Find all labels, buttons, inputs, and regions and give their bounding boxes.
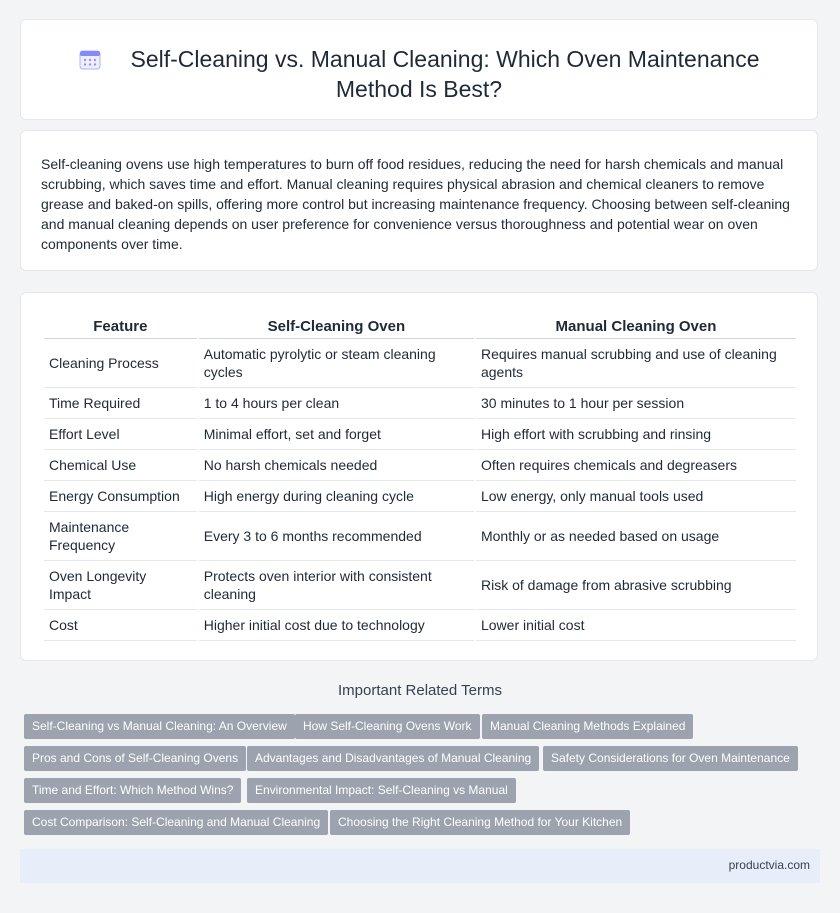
table-row xyxy=(44,512,796,561)
table-row xyxy=(44,561,796,610)
table-cell: Maintenance Frequency xyxy=(44,512,197,561)
related-tag-cost-comparison[interactable]: Cost Comparison: Self-Cleaning and Manual Cleaning xyxy=(24,810,328,835)
related-tag-environmental-impact[interactable]: Environmental Impact: Self-Cleaning vs Manual xyxy=(247,778,516,803)
related-tag-choosing-method[interactable]: Choosing the Right Cleaning Method for Your Kitchen xyxy=(330,810,630,835)
table-cell: Every 3 to 6 months recommended xyxy=(199,512,474,561)
comparison-table xyxy=(42,314,798,641)
related-tag-time-effort[interactable]: Time and Effort: Which Method Wins? xyxy=(24,778,241,803)
comparison-card xyxy=(20,292,818,661)
table-row xyxy=(44,339,796,388)
related-tag-manual-methods[interactable]: Manual Cleaning Methods Explained xyxy=(482,714,693,739)
table-cell: 1 to 4 hours per clean xyxy=(199,388,474,419)
related-tag-safety[interactable]: Safety Considerations for Oven Maintenance xyxy=(543,746,798,771)
title-card xyxy=(20,19,818,120)
table-header-row xyxy=(44,314,796,339)
table-cell: High effort with scrubbing and rinsing xyxy=(476,419,796,450)
table-row xyxy=(44,419,796,450)
related-tag-pros-cons-self-cleaning[interactable]: Pros and Cons of Self-Cleaning Ovens xyxy=(24,746,246,771)
page-title-line-1: Self-Cleaning vs. Manual Cleaning: Which Oven Maintenance xyxy=(130,46,760,72)
table-cell: Effort Level xyxy=(44,419,197,450)
table-cell: Low energy, only manual tools used xyxy=(476,481,796,512)
intro-card xyxy=(20,130,818,271)
table-cell: Risk of damage from abrasive scrubbing xyxy=(476,561,796,610)
header-feature: Feature xyxy=(44,314,197,339)
table-row xyxy=(44,388,796,419)
page-title-line-2: Method Is Best? xyxy=(335,76,503,102)
footer xyxy=(20,849,820,883)
table-cell: Monthly or as needed based on usage xyxy=(476,512,796,561)
table-cell: Lower initial cost xyxy=(476,610,796,641)
table-row xyxy=(44,610,796,641)
table-cell: Oven Longevity Impact xyxy=(44,561,197,610)
table-cell: Requires manual scrubbing and use of cleaning agents xyxy=(476,339,796,388)
table-row xyxy=(44,481,796,512)
table-cell: Automatic pyrolytic or steam cleaning cycles xyxy=(199,339,474,388)
table-cell: Energy Consumption xyxy=(44,481,197,512)
related-tag-overview[interactable]: Self-Cleaning vs Manual Cleaning: An Overview xyxy=(24,714,295,739)
related-tag-how-self-cleaning-works[interactable]: How Self-Cleaning Ovens Work xyxy=(295,714,480,739)
table-cell: Higher initial cost due to technology xyxy=(199,610,474,641)
table-cell: High energy during cleaning cycle xyxy=(199,481,474,512)
intro-paragraph: Self-cleaning ovens use high temperatures to burn off food residues, reducing the need for harsh chemicals and manual scrubbing, which saves time and effort. Manual cleaning requires physical abrasion and chemical cleaners to remove grease and baked-on spills, offering more control but increasing maintenance frequency. Choosing between self-cleaning and manual cleaning depends on user preference for convenience versus thoroughness and potential wear on oven components over time. xyxy=(41,156,790,252)
header-manual-cleaning: Manual Cleaning Oven xyxy=(476,314,796,339)
table-cell: Minimal effort, set and forget xyxy=(199,419,474,450)
table-cell: Often requires chemicals and degreasers xyxy=(476,450,796,481)
table-row xyxy=(44,450,796,481)
table-cell: Cleaning Process xyxy=(44,339,197,388)
table-cell: Cost xyxy=(44,610,197,641)
footer-site-link[interactable]: productvia.com xyxy=(728,858,810,872)
related-terms-heading: Important Related Terms xyxy=(338,682,502,699)
table-cell: Protects oven interior with consistent cleaning xyxy=(199,561,474,610)
header-self-cleaning: Self-Cleaning Oven xyxy=(199,314,474,339)
page-title xyxy=(21,44,817,104)
table-cell: No harsh chemicals needed xyxy=(199,450,474,481)
table-cell: Chemical Use xyxy=(44,450,197,481)
table-cell: Time Required xyxy=(44,388,197,419)
table-cell: 30 minutes to 1 hour per session xyxy=(476,388,796,419)
related-tag-advantages-manual[interactable]: Advantages and Disadvantages of Manual Cleaning xyxy=(247,746,539,771)
